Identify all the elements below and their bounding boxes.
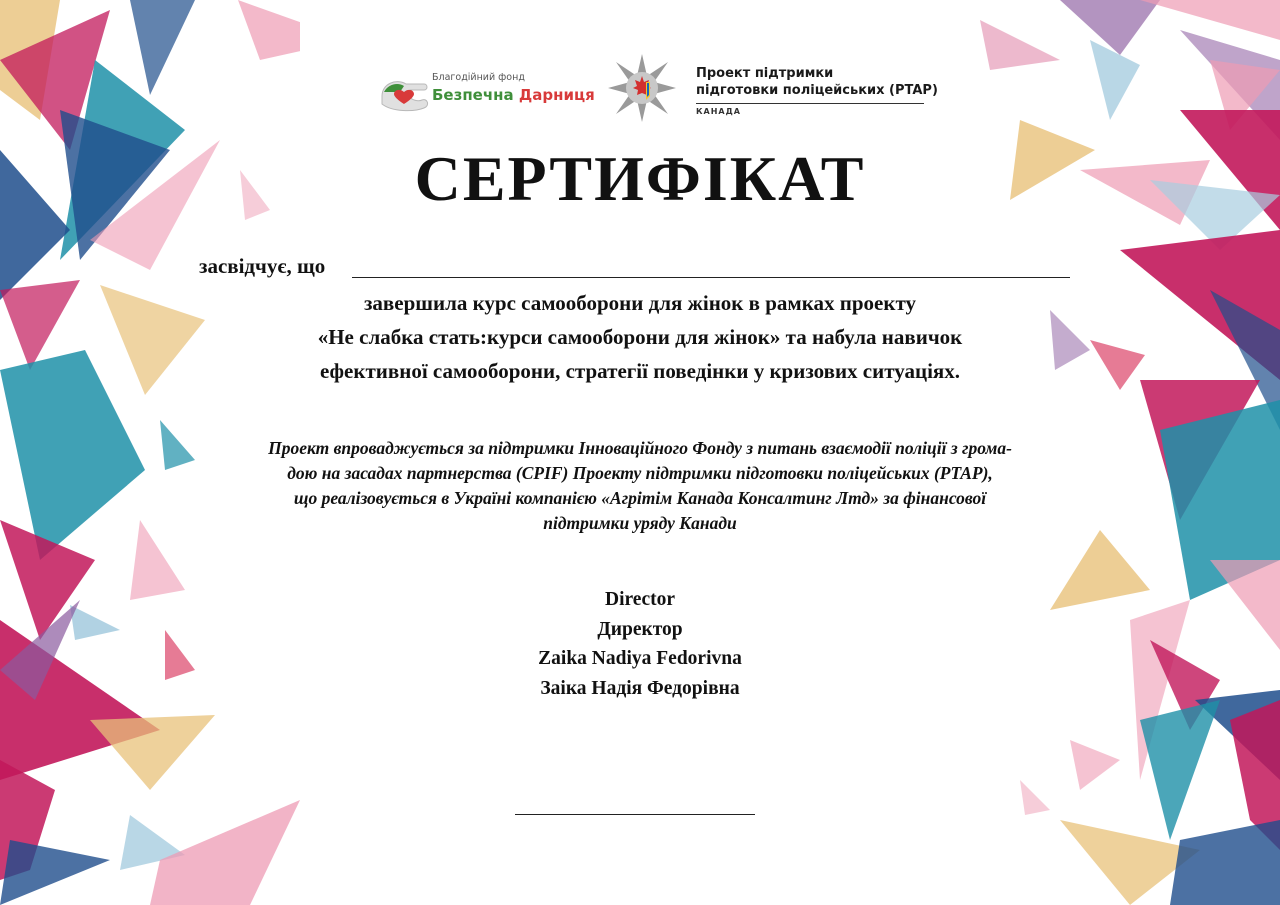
signature-block bbox=[440, 585, 840, 703]
support-line: що реалізовується в Україні компанією «Агрітім Канада Консалтинг Лтд» за фінансової bbox=[293, 488, 987, 508]
fund-logo bbox=[378, 66, 595, 116]
ptap-logo bbox=[606, 52, 936, 124]
fund-name-word2: Дарниця bbox=[518, 86, 595, 104]
ptap-divider bbox=[696, 103, 924, 104]
hands-heart-icon bbox=[378, 70, 430, 114]
support-line: дою на засадах партнерства (CPIF) Проекту підтримки підготовки поліцейських (PTAP), bbox=[287, 463, 993, 483]
fund-tagline: Благодійний фонд bbox=[432, 72, 525, 83]
support-line: підтримки уряду Канади bbox=[543, 513, 737, 533]
certificate-title: СЕРТИФІКАТ bbox=[414, 143, 866, 214]
recipient-name-line bbox=[352, 277, 1070, 278]
signer-title-en: Director bbox=[604, 589, 675, 610]
police-star-maple-icon bbox=[606, 52, 678, 124]
support-line: Проект впроваджується за підтримки Інноваційного Фонду з питань взаємодії поліції з грома- bbox=[268, 438, 1012, 458]
signer-title-uk: Директор bbox=[597, 618, 683, 640]
certificate-body bbox=[200, 286, 1080, 388]
certify-label: засвідчує, що bbox=[199, 254, 326, 278]
ptap-line-1: Проект підтримки bbox=[696, 66, 834, 81]
signature-line bbox=[515, 814, 755, 815]
ptap-line-2: підготовки поліцейських (PTAP) bbox=[696, 83, 938, 98]
fund-name bbox=[432, 86, 595, 104]
body-line: ефективної самооборони, стратегії поведінки у кризових ситуаціях. bbox=[319, 359, 961, 383]
ptap-country: КАНАДА bbox=[696, 107, 741, 116]
body-line: завершила курс самооборони для жінок в рамках проекту bbox=[363, 291, 917, 315]
fund-name-word1: Безпечна bbox=[432, 86, 514, 104]
support-statement bbox=[180, 436, 1100, 536]
signer-name-en: Zaika Nadiya Fedorivna bbox=[538, 648, 742, 669]
signer-name-uk: Заіка Надія Федорівна bbox=[540, 677, 740, 699]
body-line: «Не слабка стать:курси самооборони для жінок» та набула навичок bbox=[317, 325, 963, 349]
